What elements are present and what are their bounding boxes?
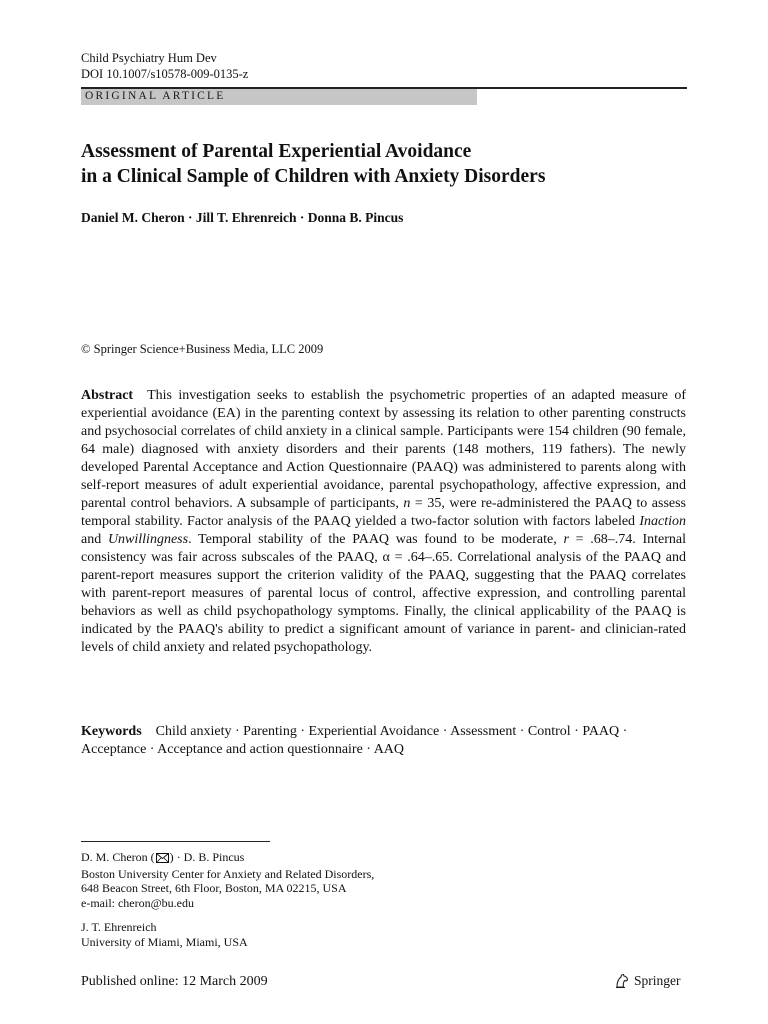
abstract-label: Abstract bbox=[81, 388, 134, 403]
published-date: Published online: 12 March 2009 bbox=[81, 974, 268, 989]
abstract-n-variable: n bbox=[403, 496, 411, 511]
keywords-label: Keywords bbox=[81, 724, 142, 739]
abstract-factor-unwillingness: Unwillingness bbox=[107, 532, 189, 547]
article-type-label: ORIGINAL ARTICLE bbox=[81, 89, 477, 105]
copyright-notice: © Springer Science+Business Media, LLC 2009 bbox=[81, 342, 324, 356]
publisher-name: Springer bbox=[634, 973, 681, 988]
author-email[interactable]: e-mail: cheron@bu.edu bbox=[81, 895, 195, 910]
corresponding-author-line bbox=[81, 850, 374, 867]
springer-horse-icon bbox=[614, 973, 630, 989]
abstract-and: and bbox=[81, 532, 108, 547]
title-line-2: in a Clinical Sample of Children with Anxiety Disorders bbox=[81, 166, 546, 187]
author-affiliation-1 bbox=[81, 850, 374, 910]
abstract-text-4: = .68–.74. Internal consistency was fair across subscales of the PAAQ, α = .64–.65. Correlational analysis of the PAAQ and parent-report measures support the criterion validity of the PAAQ, suggesting that the PAAQ correlates with parent-report measures of parental locus of control, affective expression, and controlling parental behaviors as well as child psychopathology symptoms. Finally, the clinical applicability of the PAAQ is indicated by the PAAQ's ability to predict a significant amount of variance in parent- and clinician-rated levels of child anxiety and related psychopathology. bbox=[81, 532, 686, 655]
envelope-icon[interactable] bbox=[156, 852, 169, 867]
footnote-rule bbox=[81, 841, 270, 842]
journal-name: Child Psychiatry Hum Dev bbox=[81, 51, 217, 65]
affiliation-1: Boston University Center for Anxiety and Related Disorders, bbox=[81, 866, 375, 881]
abstract-text-2: = 35, were re-administered the PAAQ to assess temporal stability. Factor analysis of the PAAQ yielded a two-factor solution with factors labeled bbox=[81, 496, 686, 529]
coauthor-name: ) · D. B. Pincus bbox=[169, 850, 245, 864]
abstract bbox=[81, 387, 686, 657]
journal-doi: DOI 10.1007/s10578-009-0135-z bbox=[81, 67, 249, 81]
publisher-logo bbox=[614, 973, 681, 989]
keywords-text: Child anxiety · Parenting · Experiential Avoidance · Assessment · Control · PAAQ · Acceptance · Acceptance and action questionnaire · AAQ bbox=[81, 724, 628, 757]
title-line-1: Assessment of Parental Experiential Avoidance bbox=[81, 141, 472, 162]
abstract-r-variable: r bbox=[563, 532, 569, 547]
affiliation-2: University of Miami, Miami, USA bbox=[81, 934, 248, 949]
author-affiliation-2 bbox=[81, 920, 248, 949]
author1-name: D. M. Cheron ( bbox=[81, 850, 155, 864]
abstract-factor-inaction: Inaction bbox=[639, 514, 686, 529]
paper-title bbox=[81, 139, 681, 189]
author2-name: J. T. Ehrenreich bbox=[81, 920, 157, 934]
journal-header bbox=[81, 50, 248, 82]
address-1: 648 Beacon Street, 6th Floor, Boston, MA 02215, USA bbox=[81, 881, 347, 895]
author-list: Daniel M. Cheron · Jill T. Ehrenreich · Donna B. Pincus bbox=[81, 210, 404, 225]
abstract-text-1: This investigation seeks to establish the psychometric properties of an adapted measure of experiential avoidance (EA) in the parenting context by assessing its relation to other parenting constructs and psychosocial correlates of child anxiety in a clinical sample. Participants were 154 children (90 female, 64 male) diagnosed with anxiety disorders and their parents (148 mothers, 119 fathers). The newly developed Parental Acceptance and Action Questionnaire (PAAQ) was administered to parents along with self-report measures of adult experiential avoidance, parental psychopathology, affective expression, and parental control behaviors. A subsample of participants, bbox=[81, 388, 686, 511]
keywords bbox=[81, 723, 641, 759]
abstract-text-3: . Temporal stability of the PAAQ was found to be moderate, bbox=[188, 532, 564, 547]
